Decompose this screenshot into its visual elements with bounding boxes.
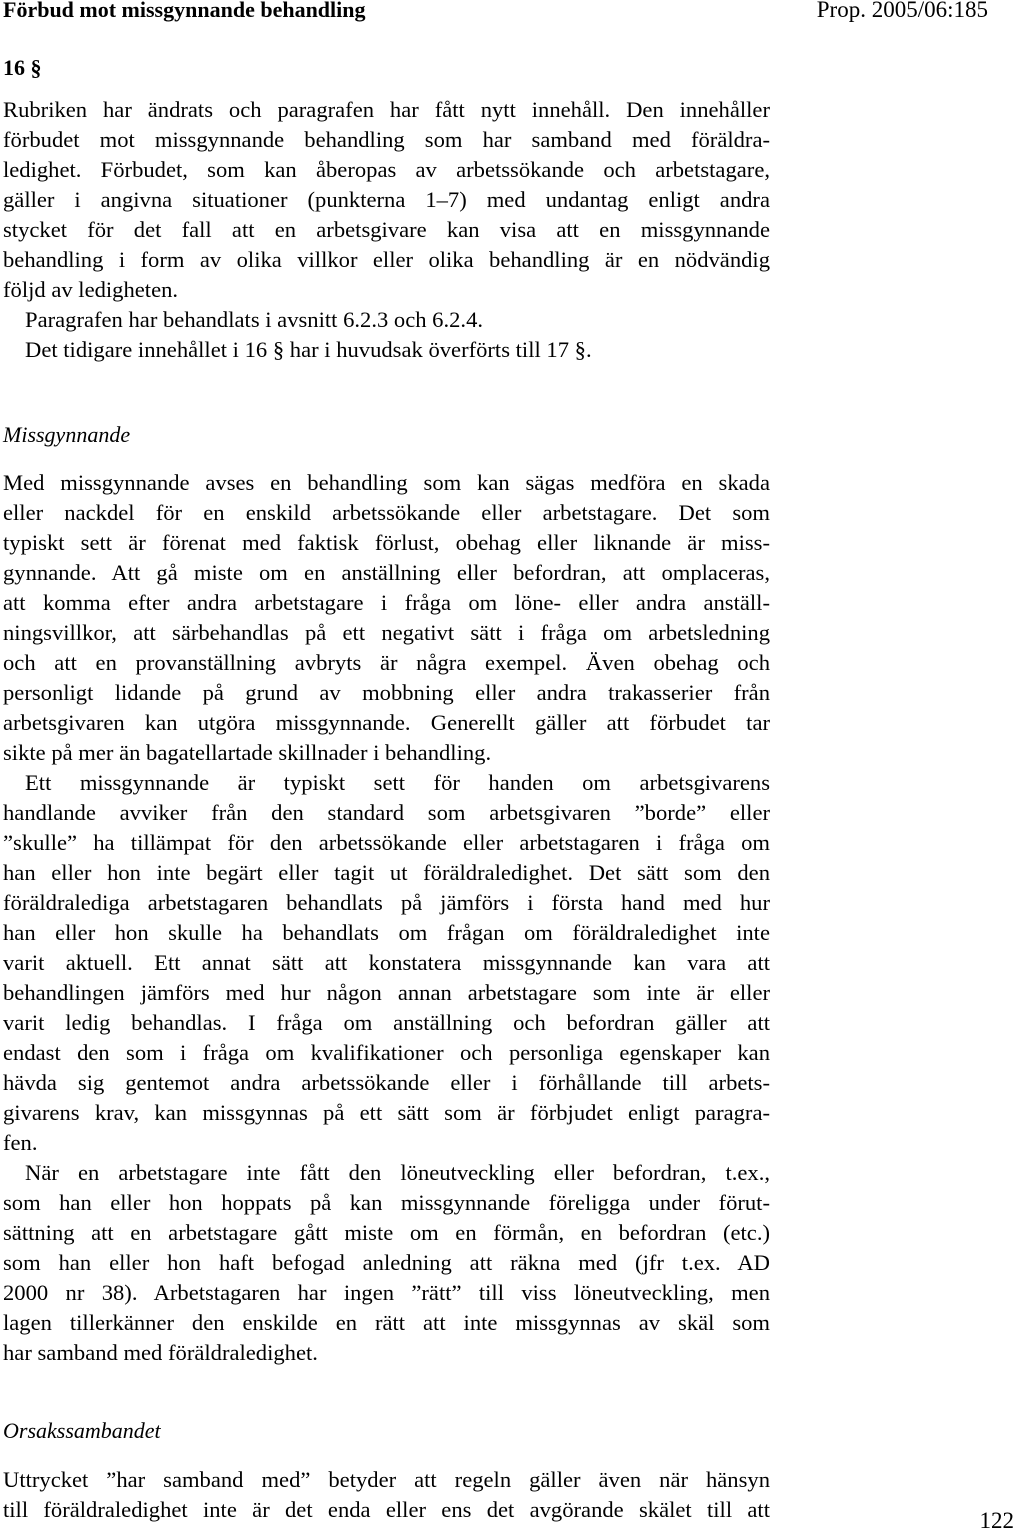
text-line: han eller hon inte begärt eller tagit ut föräldraledighet. Det sätt som den xyxy=(3,860,770,885)
text-line: följd av ledigheten. xyxy=(3,277,179,302)
text-line: Med missgynnande avses en behandling som kan sägas medföra en skada xyxy=(3,470,770,495)
section-paragraph-3: Det tidigare innehållet i 16 § har i huvudsak överförts till 17 §. xyxy=(25,337,592,362)
section-paragraph-2: Paragrafen har behandlats i avsnitt 6.2.3 och 6.2.4. xyxy=(25,307,484,332)
text-line: gäller i angivna situationer (punkterna 1–7) med undantag enligt andra xyxy=(3,187,770,212)
text-line: Ett missgynnande är typiskt sett för handen om arbetsgivarens xyxy=(25,770,770,795)
text-line: behandling i form av olika villkor eller olika behandling är en nödvändig xyxy=(3,247,770,272)
subheading-orsakssambandet: Orsakssambandet xyxy=(3,1418,161,1443)
text-line: har samband med föräldraledighet. xyxy=(3,1340,318,1365)
text-line: arbetsgivaren kan utgöra missgynnande. Generellt gäller att förbudet tar xyxy=(3,710,770,735)
section-number: 16 § xyxy=(3,55,42,80)
text-line: endast den som i fråga om kvalifikationer och personliga egenskaper kan xyxy=(3,1040,770,1065)
text-line: givarens krav, kan missgynnas på ett sätt som är förbjudet enligt paragra- xyxy=(3,1100,770,1125)
orsakssambandet-body xyxy=(3,1465,770,1525)
text-line: som han eller hon hoppats på kan missgynnande föreligga under förut- xyxy=(3,1190,770,1215)
subheading-missgynnande: Missgynnande xyxy=(3,422,131,447)
page-number: 122 xyxy=(979,1508,1014,1533)
text-line: förbudet mot missgynnande behandling som har samband med föräldra- xyxy=(3,127,770,152)
text-line: föräldralediga arbetstagaren behandlats på jämförs i första hand med hur xyxy=(3,890,770,915)
text-line: varit ledig behandlas. I fråga om anställning och befordran gäller att xyxy=(3,1010,770,1035)
running-header-title: Förbud mot missgynnande behandling xyxy=(3,0,366,22)
text-line: som han eller hon haft befogad anledning att räkna med (jfr t.ex. AD xyxy=(3,1250,770,1275)
text-line: eller nackdel för en enskild arbetssökande eller arbetstagare. Det som xyxy=(3,500,770,525)
text-line: lagen tillerkänner den enskilde en rätt att inte missgynnas av skäl som xyxy=(3,1310,770,1335)
text-line: ”skulle” ha tillämpat för den arbetssökande eller arbetstagaren i fråga om xyxy=(3,830,770,855)
missgynnande-body xyxy=(3,468,770,1368)
text-line: Rubriken har ändrats och paragrafen har fått nytt innehåll. Den innehåller xyxy=(3,97,770,122)
text-line: När en arbetstagare inte fått den löneutveckling eller befordran, t.ex., xyxy=(25,1160,770,1185)
text-line: typiskt sett är förenat med faktisk förlust, obehag eller liknande är miss- xyxy=(3,530,770,555)
text-line: Uttrycket ”har samband med” betyder att regeln gäller även när hänsyn xyxy=(3,1467,770,1492)
text-line: gynnande. Att gå miste om en anställning eller befordran, att omplaceras, xyxy=(3,560,770,585)
text-line: stycket för det fall att en arbetsgivare kan visa att en missgynnande xyxy=(3,217,770,242)
text-line: sättning att en arbetstagare gått miste om en förmån, en befordran (etc.) xyxy=(3,1220,770,1245)
text-line: sikte på mer än bagatellartade skillnader i behandling. xyxy=(3,740,492,765)
text-line: 2000 nr 38). Arbetstagaren har ingen ”rätt” till viss löneutveckling, men xyxy=(3,1280,770,1305)
text-line: handlande avviker från den standard som arbetsgivaren ”borde” eller xyxy=(3,800,770,825)
text-line: och att en provanställning avbryts är några exempel. Även obehag och xyxy=(3,650,770,675)
section-paragraph-1 xyxy=(3,95,770,365)
text-line: behandlingen jämförs med hur någon annan arbetstagare som inte är eller xyxy=(3,980,770,1005)
text-line: hävda sig gentemot andra arbetssökande eller i förhållande till arbets- xyxy=(3,1070,770,1095)
text-line: till föräldraledighet inte är det enda eller ens det avgörande skälet till att xyxy=(3,1497,770,1522)
text-line: ningsvillkor, att särbehandlas på ett negativt sätt i fråga om arbetsledning xyxy=(3,620,770,645)
text-line: att komma efter andra arbetstagare i fråga om löne- eller andra anställ- xyxy=(3,590,770,615)
text-line: personligt lidande på grund av mobbning eller andra trakasserier från xyxy=(3,680,770,705)
text-line: han eller hon skulle ha behandlats om frågan om föräldraledighet inte xyxy=(3,920,770,945)
running-header-reference: Prop. 2005/06:185 xyxy=(816,0,988,22)
text-line: fen. xyxy=(3,1130,38,1155)
text-line: varit aktuell. Ett annat sätt att konstatera missgynnande kan vara att xyxy=(3,950,770,975)
text-line: ledighet. Förbudet, som kan åberopas av arbetssökande och arbetstagare, xyxy=(3,157,770,182)
